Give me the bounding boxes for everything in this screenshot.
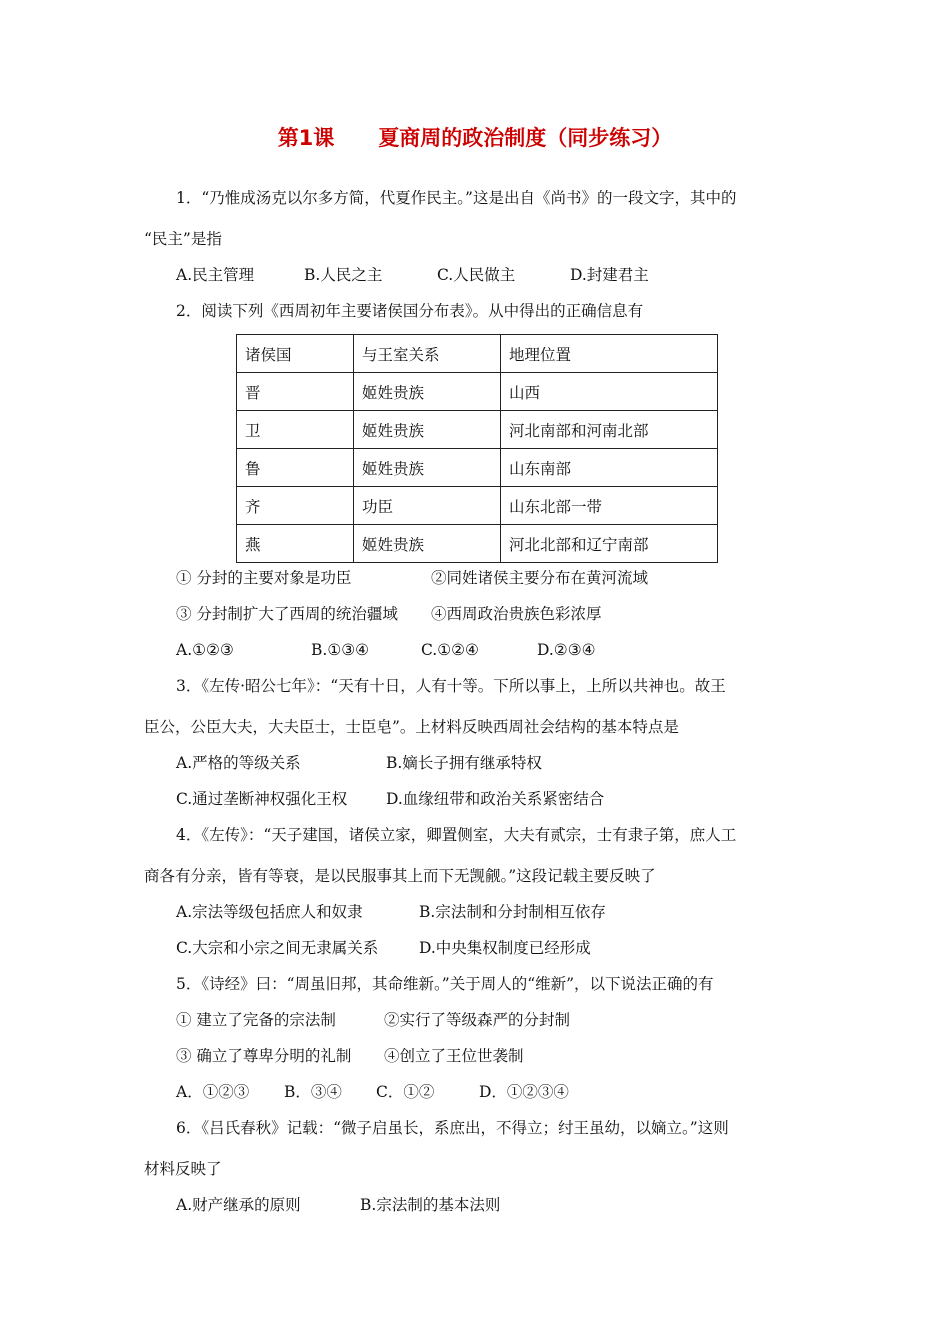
q3-stem-line1: 3．《左传·昭公七年》：“天有十日，人有十等。下所以事上，上所以共神也。故王 xyxy=(176,677,726,695)
q2-option-c: C.①②④ xyxy=(421,641,479,659)
q2-option-d: D.②③④ xyxy=(537,641,596,659)
q3-option-c: C.通过垄断神权强化王权 xyxy=(176,790,348,808)
q5-option-d: D．①②③④ xyxy=(479,1083,569,1101)
table-header: 地理位置 xyxy=(501,335,718,373)
q3-option-a: A.严格的等级关系 xyxy=(176,754,301,772)
q3-options-row2 xyxy=(176,789,604,809)
table-header: 与王室关系 xyxy=(354,335,501,373)
table-cell: 姬姓贵族 xyxy=(354,525,501,563)
table-cell: 燕 xyxy=(237,525,354,563)
q5-options xyxy=(176,1082,569,1102)
q2-options xyxy=(176,640,596,660)
lesson-topic: 夏商周的政治制度（同步练习） xyxy=(378,126,673,150)
q4-options-row1 xyxy=(176,902,606,922)
q6-option-a: A.财产继承的原则 xyxy=(176,1196,301,1214)
table-cell: 鲁 xyxy=(237,449,354,487)
q2-statement-4: ④西周政治贵族色彩浓厚 xyxy=(431,605,602,623)
vassal-state-table xyxy=(236,334,718,563)
q3-options-row1 xyxy=(176,753,542,773)
q1-option-c: C.人民做主 xyxy=(437,266,516,284)
q1-stem-line1: 1．“乃惟成汤克以尔多方简，代夏作民主。”这是出自《尚书》的一段文字，其中的 xyxy=(176,189,737,207)
table-cell: 姬姓贵族 xyxy=(354,449,501,487)
q1-option-a: A.民主管理 xyxy=(176,266,255,284)
table-row xyxy=(237,487,718,525)
table-cell: 晋 xyxy=(237,373,354,411)
q1-options xyxy=(176,265,649,285)
table-cell: 河北北部和辽宁南部 xyxy=(501,525,718,563)
q1-stem-line2: “民主”是指 xyxy=(144,230,222,248)
q5-option-c: C．①② xyxy=(376,1083,435,1101)
table-row xyxy=(237,449,718,487)
q4-option-d: D.中央集权制度已经形成 xyxy=(419,939,591,957)
table-cell: 姬姓贵族 xyxy=(354,411,501,449)
q2-option-b: B.①③④ xyxy=(311,641,370,659)
table-header: 诸侯国 xyxy=(237,335,354,373)
table-cell: 山西 xyxy=(501,373,718,411)
q5-statements-row2 xyxy=(176,1046,524,1066)
q5-option-b: B．③④ xyxy=(284,1083,342,1101)
q3-option-b: B.嫡长子拥有继承特权 xyxy=(386,754,542,772)
q5-statement-3: ③ 确立了尊卑分明的礼制 xyxy=(176,1047,352,1065)
table-cell: 山东北部一带 xyxy=(501,487,718,525)
table-row xyxy=(237,525,718,563)
q4-option-c: C.大宗和小宗之间无隶属关系 xyxy=(176,939,379,957)
q5-stem: 5．《诗经》曰：“周虽旧邦，其命维新。”关于周人的“维新”，以下说法正确的有 xyxy=(176,975,714,993)
table-cell: 河北南部和河南北部 xyxy=(501,411,718,449)
q5-statement-1: ① 建立了完备的宗法制 xyxy=(176,1011,336,1029)
q2-stem: 2．阅读下列《西周初年主要诸侯国分布表》。从中得出的正确信息有 xyxy=(176,302,644,320)
q2-statement-1: ① 分封的主要对象是功臣 xyxy=(176,569,352,587)
table-header-row xyxy=(237,335,718,373)
table-cell: 姬姓贵族 xyxy=(354,373,501,411)
q2-statements-row1 xyxy=(176,568,648,588)
table-row xyxy=(237,411,718,449)
q5-option-a: A．①②③ xyxy=(176,1083,250,1101)
page-title xyxy=(0,122,950,152)
q6-options-row1 xyxy=(176,1195,500,1215)
table-cell: 功臣 xyxy=(354,487,501,525)
q1-option-b: B.人民之主 xyxy=(304,266,383,284)
q4-options-row2 xyxy=(176,938,591,958)
table-row xyxy=(237,373,718,411)
q6-option-b: B.宗法制的基本法则 xyxy=(360,1196,501,1214)
q4-option-b: B.宗法制和分封制相互依存 xyxy=(419,903,606,921)
table-cell: 山东南部 xyxy=(501,449,718,487)
table-cell: 齐 xyxy=(237,487,354,525)
q2-statement-2: ②同姓诸侯主要分布在黄河流域 xyxy=(431,569,649,587)
q6-stem-line2: 材料反映了 xyxy=(144,1160,222,1178)
q1-option-d: D.封建君主 xyxy=(570,266,649,284)
q4-option-a: A.宗法等级包括庶人和奴隶 xyxy=(176,903,363,921)
q5-statement-4: ④创立了王位世袭制 xyxy=(384,1047,524,1065)
table-cell: 卫 xyxy=(237,411,354,449)
q4-stem-line1: 4．《左传》：“天子建国，诸侯立家，卿置侧室，大夫有贰宗，士有隶子第，庶人工 xyxy=(176,826,737,844)
q5-statement-2: ②实行了等级森严的分封制 xyxy=(384,1011,571,1029)
q6-stem-line1: 6．《吕氏春秋》记载：“微子启虽长，系庶出，不得立；纣王虽幼，以嫡立。”这则 xyxy=(176,1119,729,1137)
q2-option-a: A.①②③ xyxy=(176,641,234,659)
q5-statements-row1 xyxy=(176,1010,570,1030)
q2-statement-3: ③ 分封制扩大了西周的统治疆域 xyxy=(176,605,398,623)
q3-option-d: D.血缘纽带和政治关系紧密结合 xyxy=(386,790,605,808)
q4-stem-line2: 商各有分亲，皆有等衰，是以民服事其上而下无觊觎。”这段记载主要反映了 xyxy=(144,867,656,885)
q2-statements-row2 xyxy=(176,604,602,624)
lesson-number: 第1课 xyxy=(277,126,335,150)
q3-stem-line2: 臣公，公臣大夫，大夫臣士，士臣皂”。上材料反映西周社会结构的基本特点是 xyxy=(144,718,679,736)
